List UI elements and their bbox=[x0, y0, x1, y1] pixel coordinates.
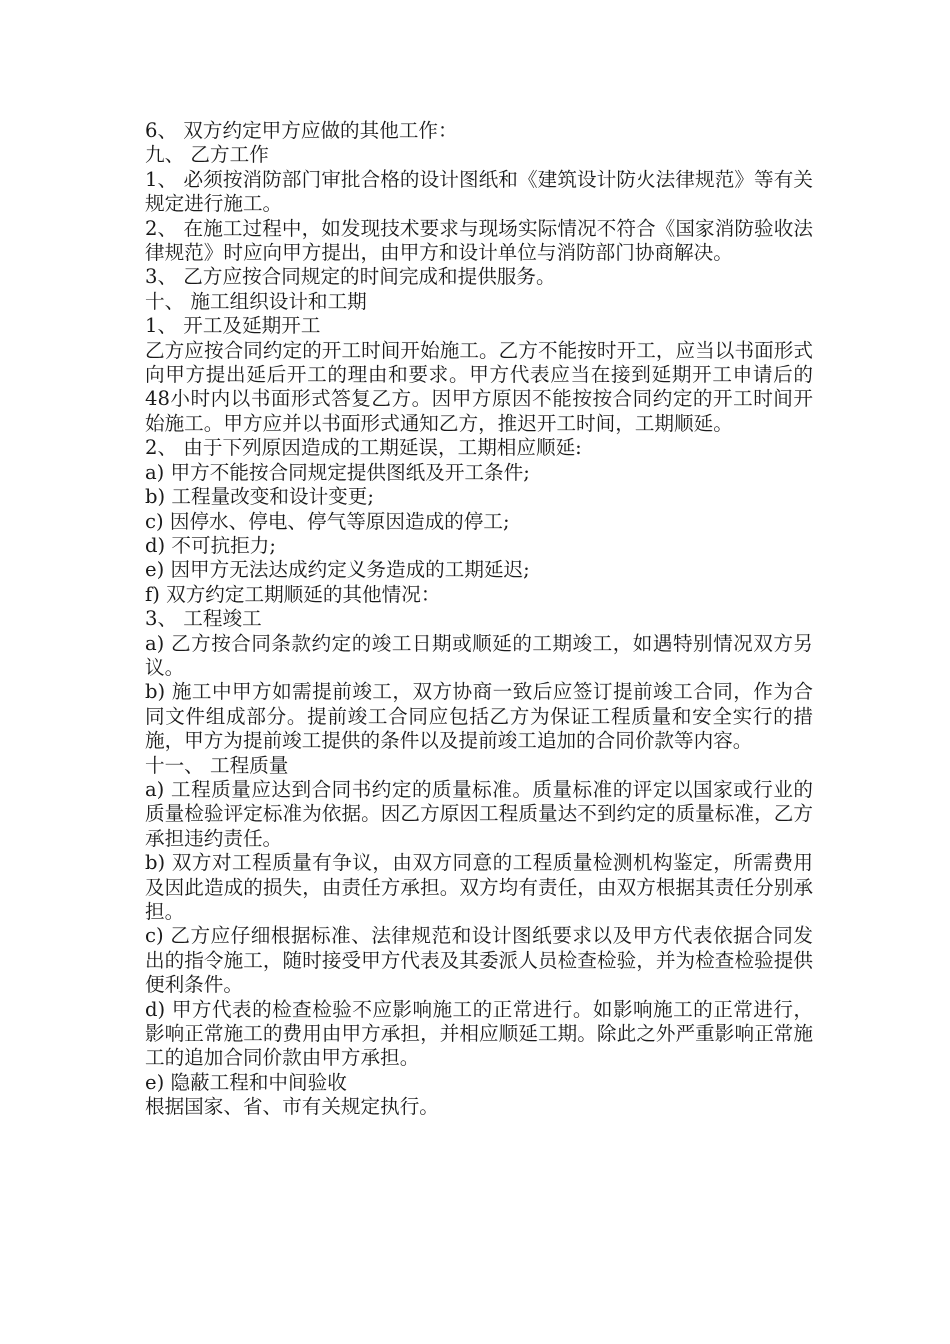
list-item-quality-d: d) 甲方代表的检查检验不应影响施工的正常进行。如影响施工的正常进行，影响正常施工的费用由甲方承担，并相应顺延工期。除此之外严重影响正常施工的追加合同价款由甲方承担。 bbox=[145, 997, 813, 1070]
list-item-delay-b: b) 工程量改变和设计变更; bbox=[145, 485, 374, 509]
paragraph-other-duties-of-party-a: 6、 双方约定甲方应做的其他工作： bbox=[145, 119, 458, 142]
subheading-commencement: 1、 开工及延期开工 bbox=[145, 314, 321, 338]
heading-quality: 十一、 工程质量 bbox=[145, 753, 289, 777]
document-body bbox=[145, 119, 813, 1120]
list-item-delay-a: a) 甲方不能按合同规定提供图纸及开工条件; bbox=[145, 460, 530, 484]
heading-party-b-work: 九、 乙方工作 bbox=[145, 143, 269, 167]
list-item-delay-d: d) 不可抗拒力; bbox=[145, 533, 276, 557]
list-item-quality-e: e) 隐蔽工程和中间验收 bbox=[145, 1070, 347, 1094]
paragraph-b-work-2: 2、 在施工过程中，如发现技术要求与现场实际情况不符合《国家消防验收法律规范》时应向甲方提出，由甲方和设计单位与消防部门协商解决。 bbox=[145, 216, 813, 265]
list-item-delay-e: e) 因甲方无法达成约定义务造成的工期延迟; bbox=[145, 558, 530, 582]
list-item-delay-f: f) 双方约定工期顺延的其他情况： bbox=[145, 582, 441, 606]
list-item-completion-b: b) 施工中甲方如需提前竣工，双方协商一致后应签订提前竣工合同，作为合同文件组成部分。提前竣工合同应包括乙方为保证工程质量和安全实行的措施，甲方为提前竣工提供的条件以及提前竣工追加的合同价款等内容。 bbox=[145, 680, 813, 753]
paragraph-commencement-text: 乙方应按合同约定的开工时间开始施工。乙方不能按时开工，应当以书面形式向甲方提出延后开工的理由和要求。甲方代表应当在接到延期开工申请后的48小时内以书面形式答复乙方。因甲方原因不能按按合同约定的开工时间开始施工。甲方应并以书面形式通知乙方，推迟开工时间，工期顺延。 bbox=[145, 338, 813, 435]
list-item-quality-a: a) 工程质量应达到合同书约定的质量标准。质量标准的评定以国家或行业的质量检验评定标准为依据。因乙方原因工程质量达不到约定的质量标准，乙方承担违约责任。 bbox=[145, 777, 813, 850]
list-item-quality-b: b) 双方对工程质量有争议，由双方同意的工程质量检测机构鉴定，所需费用及因此造成的损失，由责任方承担。双方均有责任，由双方根据其责任分别承担。 bbox=[145, 851, 813, 923]
list-item-completion-a: a) 乙方按合同条款约定的竣工日期或顺延的工期竣工，如遇特别情况双方另议。 bbox=[145, 631, 813, 679]
paragraph-regulations: 根据国家、省、市有关规定执行。 bbox=[145, 1095, 439, 1119]
paragraph-delay-causes: 2、 由于下列原因造成的工期延误，工期相应顺延: bbox=[145, 436, 582, 460]
subheading-completion: 3、 工程竣工 bbox=[145, 607, 262, 631]
paragraph-b-work-3: 3、 乙方应按合同规定的时间完成和提供服务。 bbox=[145, 265, 556, 289]
heading-construction-schedule: 十、 施工组织设计和工期 bbox=[145, 289, 367, 313]
paragraph-b-work-1: 1、 必须按消防部门审批合格的设计图纸和《建筑设计防火法律规范》等有关规定进行施工。 bbox=[145, 167, 813, 216]
list-item-delay-c: c) 因停水、停电、停气等原因造成的停工; bbox=[145, 509, 510, 533]
list-item-quality-c: c) 乙方应仔细根据标准、法律规范和设计图纸要求以及甲方代表依据合同发出的指令施工，随时接受甲方代表及其委派人员检查检验，并为检查检验提供便利条件。 bbox=[145, 924, 813, 997]
